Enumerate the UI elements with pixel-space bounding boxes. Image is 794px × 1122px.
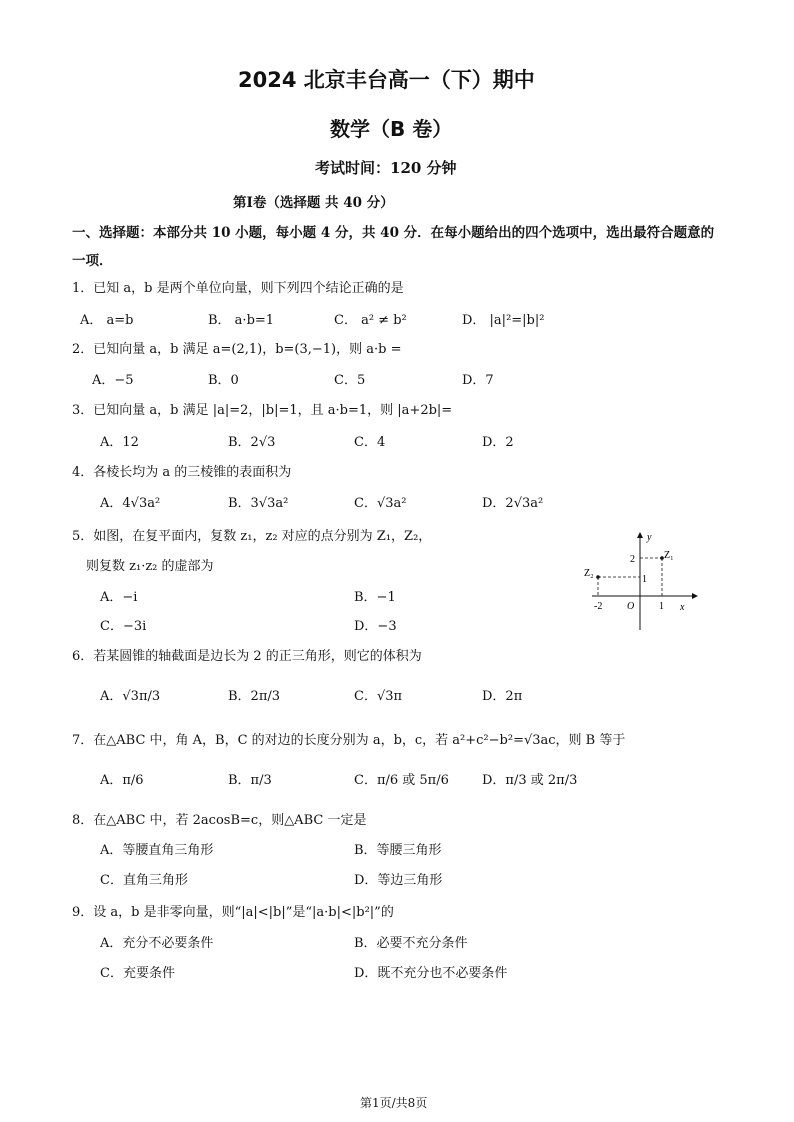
question-4-stem: 4．各棱长均为 a 的三棱锥的表面积为 xyxy=(72,465,292,480)
part-heading: 第Ⅰ卷（选择题 共 40 分） xyxy=(233,195,394,211)
question-9-stem: 9．设 a，b 是非零向量，则“|a|<|b|”是“|a·b|<|b²|”的 xyxy=(72,905,394,920)
question-3-option-b: B．2√3 xyxy=(228,435,276,450)
question-8-option-d: D．等边三角形 xyxy=(354,873,443,888)
z2-label: Z₂ xyxy=(584,568,594,579)
y-axis-arrow xyxy=(637,532,643,538)
question-4-option-c: C．√3a² xyxy=(354,496,407,511)
section-instructions-line2: 一项． xyxy=(72,253,113,269)
question-8-stem: 8．在△ABC 中，若 2acosB=c，则△ABC 一定是 xyxy=(72,813,367,828)
question-7-stem: 7．在△ABC 中，角 A，B，C 的对边的长度分别为 a，b，c，若 a²+c²−b²=√3ac，则 B 等于 xyxy=(72,733,626,748)
page-title: 2024 北京丰台高一（下）期中 xyxy=(238,68,535,92)
question-3-option-d: D．2 xyxy=(482,435,514,450)
question-8-option-b: B．等腰三角形 xyxy=(354,843,442,858)
question-6-option-a: A．√3π/3 xyxy=(100,689,161,704)
y-axis-label: y xyxy=(647,532,652,543)
question-5-option-b: B．−1 xyxy=(354,590,396,605)
tick-x-minus-2: -2 xyxy=(594,601,603,612)
question-7-option-b: B．π/3 xyxy=(228,773,272,788)
tick-y-1: 1 xyxy=(642,574,647,585)
question-1-stem: 1．已知 a，b 是两个单位向量，则下列四个结论正确的是 xyxy=(72,281,404,296)
exam-time: 考试时间：120 分钟 xyxy=(315,159,457,177)
question-6-option-b: B．2π/3 xyxy=(228,689,281,704)
question-6-option-c: C．√3π xyxy=(354,689,403,704)
question-8-option-a: A．等腰直角三角形 xyxy=(100,843,214,858)
x-axis-arrow xyxy=(692,593,698,599)
tick-y-2: 2 xyxy=(630,554,635,565)
question-5-stem-continued: 则复数 z₁·z₂ 的虚部为 xyxy=(86,559,214,574)
page-footer: 第1页/共8页 xyxy=(360,1096,428,1110)
x-axis-label: x xyxy=(680,602,685,613)
question-7-option-a: A．π/6 xyxy=(100,773,144,788)
question-1-option-d: D． |a|²=|b|² xyxy=(462,313,545,328)
question-5-option-a: A．−i xyxy=(100,590,138,605)
section-instructions-line1: 一、选择题：本部分共 10 小题，每小题 4 分，共 40 分．在每小题给出的四个选项中，选出最符合题意的 xyxy=(72,225,715,241)
question-8-option-c: C．直角三角形 xyxy=(100,873,188,888)
question-4-option-b: B．3√3a² xyxy=(228,496,289,511)
question-2-option-c: C．5 xyxy=(334,373,366,388)
point-z2 xyxy=(596,575,600,579)
tick-x-1: 1 xyxy=(659,601,664,612)
question-6-stem: 6．若某圆锥的轴截面是边长为 2 的正三角形，则它的体积为 xyxy=(72,649,422,664)
question-9-option-d: D．既不充分也不必要条件 xyxy=(354,966,508,981)
question-2-stem: 2．已知向量 a，b 满足 a=(2,1)，b=(3,−1)，则 a·b = xyxy=(72,342,402,357)
question-3-option-a: A．12 xyxy=(100,435,139,450)
question-9-option-c: C．充要条件 xyxy=(100,966,175,981)
question-2-option-b: B．0 xyxy=(208,373,239,388)
question-6-option-d: D．2π xyxy=(482,689,523,704)
question-1-option-b: B． a·b=1 xyxy=(208,313,275,328)
question-5-stem: 5．如图，在复平面内，复数 z₁，z₂ 对应的点分别为 Z₁，Z₂， xyxy=(72,529,432,544)
z1-label: Z₁ xyxy=(664,550,674,561)
question-7-option-c: C．π/6 或 5π/6 xyxy=(354,773,449,788)
origin-label: O xyxy=(627,601,635,612)
question-3-stem: 3．已知向量 a，b 满足 |a|=2，|b|=1，且 a·b=1，则 |a+2b|= xyxy=(72,403,453,418)
question-7-option-d: D．π/3 或 2π/3 xyxy=(482,773,578,788)
question-5-option-c: C．−3i xyxy=(100,619,147,634)
question-9-option-b: B．必要不充分条件 xyxy=(354,936,468,951)
question-2-option-a: A．−5 xyxy=(92,373,134,388)
question-4-option-a: A．4√3a² xyxy=(100,496,161,511)
question-9-option-a: A．充分不必要条件 xyxy=(100,936,214,951)
question-3-option-c: C．4 xyxy=(354,435,386,450)
question-1-option-a: A． a=b xyxy=(80,313,134,328)
question-5-option-d: D．−3 xyxy=(354,619,397,634)
complex-plane-figure xyxy=(580,530,700,635)
question-1-option-c: C． a² ≠ b² xyxy=(334,313,407,328)
question-4-option-d: D．2√3a² xyxy=(482,496,544,511)
page-subtitle: 数学（B 卷） xyxy=(330,117,453,141)
question-2-option-d: D．7 xyxy=(462,373,494,388)
